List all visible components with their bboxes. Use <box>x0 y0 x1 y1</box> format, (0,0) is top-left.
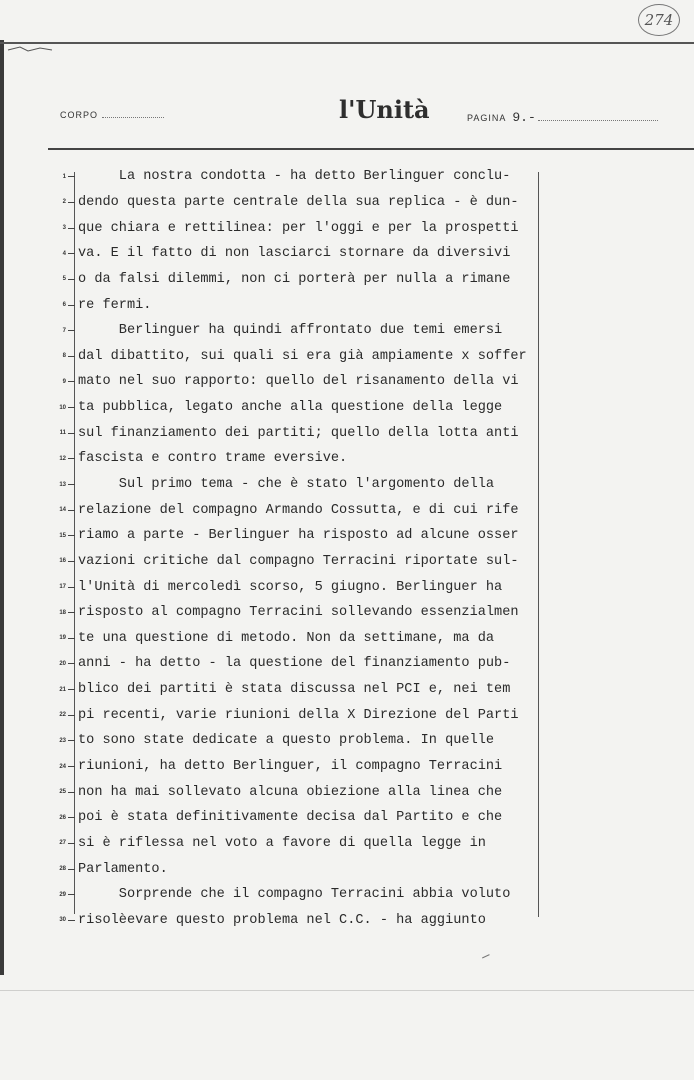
line-text: poi è stata definitivamente decisa dal Partito e che <box>78 810 503 826</box>
archive-number: 274 <box>644 11 674 29</box>
corpo-field <box>60 110 164 120</box>
line-text: Parlamento. <box>78 861 168 877</box>
line-number: 15 <box>59 532 66 539</box>
text-line <box>0 677 694 703</box>
line-number: 3 <box>62 225 66 232</box>
line-tick-mark <box>68 458 75 459</box>
line-text: La nostra condotta - ha detto Berlinguer conclu- <box>78 169 511 185</box>
line-text: riunioni, ha detto Berlinguer, il compagno Terracini <box>78 759 503 775</box>
text-line <box>0 267 694 293</box>
line-text: fascista e contro trame eversive. <box>78 451 348 467</box>
scrawl-mark <box>6 44 54 54</box>
ink-mark <box>480 951 489 959</box>
text-line <box>0 446 694 472</box>
line-text: te una questione di metodo. Non da settimane, ma da <box>78 630 495 646</box>
typewritten-body <box>0 164 694 933</box>
line-tick-mark <box>68 202 75 203</box>
line-text: dal dibattito, sui quali si era già ampiamente x soffer <box>78 348 527 364</box>
line-number: 5 <box>62 276 66 283</box>
line-text: Sul primo tema - che è stato l'argomento della <box>78 477 495 492</box>
line-text: relazione del compagno Armando Cossutta, e di cui rife <box>78 502 519 518</box>
line-number: 24 <box>59 763 66 770</box>
text-line <box>0 343 694 369</box>
page-bottom-edge <box>0 990 694 991</box>
line-number: 28 <box>59 866 66 873</box>
line-tick-mark <box>68 740 75 741</box>
text-line <box>0 190 694 216</box>
line-number: 18 <box>59 609 66 616</box>
line-number: 29 <box>59 891 66 898</box>
text-line <box>0 215 694 241</box>
pagina-dotted-line <box>538 120 658 121</box>
line-number: 12 <box>59 455 66 462</box>
line-number: 11 <box>59 430 66 437</box>
top-rule <box>0 42 694 44</box>
line-text: risolèevare questo problema nel C.C. - ha aggiunto <box>78 912 486 928</box>
corpo-dotted-line <box>102 117 164 118</box>
line-tick-mark <box>68 869 75 870</box>
text-line <box>0 626 694 652</box>
text-line <box>0 702 694 728</box>
text-line <box>0 882 694 908</box>
line-text: to sono state dedicate a questo problema. In quelle <box>78 733 495 749</box>
line-tick-mark <box>68 407 75 408</box>
line-number: 26 <box>59 814 66 821</box>
line-tick-mark <box>68 484 75 485</box>
line-number: 23 <box>59 737 66 744</box>
text-line <box>0 472 694 498</box>
text-line <box>0 831 694 857</box>
line-tick-mark <box>68 715 75 716</box>
text-line <box>0 549 694 575</box>
line-number: 1 <box>62 173 66 180</box>
line-number: 9 <box>62 378 66 385</box>
line-tick-mark <box>68 356 75 357</box>
line-text: o da falsi dilemmi, non ci porterà per nulla a rimane <box>78 271 511 287</box>
line-text: risposto al compagno Terracini sollevando essenzialmen <box>78 605 519 621</box>
archive-number-stamp <box>638 4 680 36</box>
line-tick-mark <box>68 535 75 536</box>
line-tick-mark <box>68 305 75 306</box>
line-text: Berlinguer ha quindi affrontato due temi emersi <box>78 323 503 339</box>
line-text: que chiara e rettilinea: per l'oggi e per la prospetti <box>78 220 519 236</box>
line-tick-mark <box>68 381 75 382</box>
line-number: 7 <box>62 327 66 334</box>
line-tick-mark <box>68 766 75 767</box>
line-tick-mark <box>68 920 75 921</box>
line-text: va. E il fatto di non lasciarci stornare da diversivi <box>78 246 511 262</box>
line-text: blico dei partiti è stata discussa nel PCI e, nei tem <box>78 682 511 698</box>
line-tick-mark <box>68 433 75 434</box>
text-line <box>0 908 694 934</box>
text-line <box>0 318 694 344</box>
line-tick-mark <box>68 330 75 331</box>
header-rule <box>48 148 694 150</box>
text-line <box>0 241 694 267</box>
line-tick-mark <box>68 792 75 793</box>
line-tick-mark <box>68 612 75 613</box>
text-line <box>0 856 694 882</box>
line-tick-mark <box>68 587 75 588</box>
line-text: non ha mai sollevato alcuna obiezione alla linea che <box>78 784 503 800</box>
text-line <box>0 651 694 677</box>
line-text: re fermi. <box>78 297 152 313</box>
text-line <box>0 420 694 446</box>
text-line <box>0 292 694 318</box>
line-number: 17 <box>59 584 66 591</box>
line-number: 4 <box>62 250 66 257</box>
text-line <box>0 805 694 831</box>
line-text: anni - ha detto - la questione del finanziamento pub- <box>78 656 511 672</box>
line-text: dendo questa parte centrale della sua replica - è dun- <box>78 194 519 210</box>
line-text: sul finanziamento dei partiti; quello della lotta anti <box>78 425 519 441</box>
line-tick-mark <box>68 228 75 229</box>
line-tick-mark <box>68 279 75 280</box>
line-number: 14 <box>59 507 66 514</box>
text-line <box>0 395 694 421</box>
line-number: 25 <box>59 789 66 796</box>
text-line <box>0 497 694 523</box>
line-tick-mark <box>68 253 75 254</box>
corpo-label: CORPO <box>60 110 99 120</box>
line-tick-mark <box>68 843 75 844</box>
pagina-value: 9.- <box>512 110 536 125</box>
line-text: si è riflessa nel voto a favore di quella legge in <box>78 835 486 851</box>
text-line <box>0 164 694 190</box>
line-text: Sorprende che il compagno Terracini abbia voluto <box>78 887 511 903</box>
line-tick-mark <box>68 638 75 639</box>
line-text: ta pubblica, legato anche alla questione della legge <box>78 400 503 416</box>
masthead-logo: l'Unità <box>339 95 430 124</box>
line-number: 13 <box>59 481 66 488</box>
line-number: 6 <box>62 302 66 309</box>
line-text: pi recenti, varie riunioni della X Direzione del Parti <box>78 707 519 723</box>
line-number: 22 <box>59 712 66 719</box>
line-text: l'Unità di mercoledì scorso, 5 giugno. Berlinguer ha <box>78 579 503 595</box>
line-number: 8 <box>62 353 66 360</box>
line-number: 10 <box>59 404 66 411</box>
line-text: vazioni critiche dal compagno Terracini riportate sul- <box>78 553 519 569</box>
line-text: mato nel suo rapporto: quello del risanamento della vi <box>78 374 519 390</box>
line-text: riamo a parte - Berlinguer ha risposto ad alcune osser <box>78 528 519 544</box>
line-tick-mark <box>68 894 75 895</box>
pagina-field <box>467 110 658 125</box>
line-number: 21 <box>59 686 66 693</box>
line-tick-mark <box>68 817 75 818</box>
line-number: 20 <box>59 660 66 667</box>
line-tick-mark <box>68 561 75 562</box>
line-tick-mark <box>68 176 75 177</box>
text-line <box>0 779 694 805</box>
text-line <box>0 754 694 780</box>
line-tick-mark <box>68 663 75 664</box>
line-number: 30 <box>59 917 66 924</box>
text-line <box>0 523 694 549</box>
line-number: 2 <box>62 199 66 206</box>
line-tick-mark <box>68 510 75 511</box>
text-line <box>0 574 694 600</box>
line-number: 27 <box>59 840 66 847</box>
line-number: 16 <box>59 558 66 565</box>
line-number: 19 <box>59 635 66 642</box>
text-line <box>0 600 694 626</box>
text-line <box>0 728 694 754</box>
text-line <box>0 369 694 395</box>
line-tick-mark <box>68 689 75 690</box>
pagina-label: PAGINA <box>467 113 507 123</box>
